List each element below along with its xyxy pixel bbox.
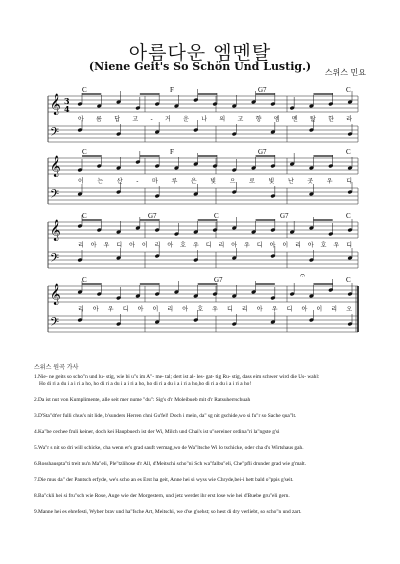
lyric-line: 리 아 우 디 아 이 리 아 호 우 디 리 아 우 디 아 이 리 오 <box>78 306 353 313</box>
verse-list <box>34 374 374 525</box>
music-system <box>48 271 358 332</box>
time-signature: 3 <box>64 96 70 106</box>
treble-staff <box>48 96 358 112</box>
song-title: 아름다운 엠멘탈 <box>128 42 272 64</box>
chord-symbol: C <box>346 276 351 284</box>
verse-item <box>34 445 374 452</box>
verse-line: 9.Manne hei es ehrefesti, Wyber brav und ha"fsche Art, Meitschi, we d'se g'sehst; so hest di dry verliebt, so scho"n und zart. <box>34 509 302 515</box>
song-subtitle: (Niene Geit's So Schön Und Lustig.) <box>88 60 312 73</box>
bass-staff <box>48 188 358 204</box>
verse-item <box>34 429 374 436</box>
treble-staff <box>48 158 358 174</box>
chord-symbol: G7 <box>280 212 289 220</box>
chord-symbol: F <box>170 86 174 94</box>
chord-symbol: C <box>82 148 87 156</box>
chord-symbol: C <box>82 276 87 284</box>
verse-line: 4.Ka"be cechee fruli keiner, doch kei Haupbuech ist der Wi, Milch und Chai's ist u"sereiner ordina"ri la"ngste g'si <box>34 429 280 435</box>
treble-clef-icon: 𝄞 <box>50 94 61 115</box>
verse-line: 3.D'Sta"dt'er fulli chus's nit lide, b'sunders Herren chni Gu'fel! Doch i mein, da" sg nit gschide,wo si fu"r so Sache qua"lt. <box>34 413 297 419</box>
verse-line: 6.Rosshauspta"ti treit nu'n Ma"eli, Ple"tzlihose d'r All, d'Meitschi scho"ni Sch wa"falbu"eli, Che"pfli drunder grad wie g'malt. <box>34 461 307 467</box>
chord-symbol: G7 <box>258 148 267 156</box>
bass-clef-icon: 𝄢 <box>50 126 60 142</box>
chord-symbol: C <box>214 212 219 220</box>
chord-symbol: G7 <box>148 212 157 220</box>
music-system <box>48 148 358 204</box>
lyric-line: 아 름 답 고 - 거 운 나 의 고 향 엠 멘 탈 한 라 <box>78 116 352 123</box>
treble-clef-icon: 𝄞 <box>50 156 61 177</box>
verse-line: 8.Ba"ckli hei si fru"sch wie Rose, Auge wie der Morgestern, und jetz werdet ihr erst lose wie hei d'Buebe gru"eli gern. <box>34 493 290 499</box>
chord-symbol: C <box>346 212 351 220</box>
treble-staff <box>48 222 358 238</box>
verse-item <box>34 374 374 388</box>
fermata-icon: 𝄐 <box>300 271 306 281</box>
verse-item <box>34 413 374 420</box>
time-signature: 4 <box>64 104 70 114</box>
verse-line: 7.Die mus da" der Pantsch erfyde, we's scho an es Erst ha geit, Anne hei si wyss wie Chryde,bei-i hett bald o"ppis g'seit. <box>34 477 294 483</box>
verse-refrain: Ho di ri a du i a i ri a ho, ho di ri a du i a i ri a ho, ho di ri a du i a i ri a ho,ho di ri a du i a i ri a ho! <box>39 381 252 387</box>
music-system <box>48 86 358 142</box>
chord-symbol: G7 <box>214 276 223 284</box>
chord-symbol: C <box>82 212 87 220</box>
verse-line: 5.Wa"r s nit so dri will schicke, cha wenn er's grad sauft vermag,wo de Wa"ltsche Wi lo tschicke, oder cha d's Wirtshaus gah. <box>34 445 304 451</box>
verse-item <box>34 493 374 500</box>
treble-clef-icon: 𝄞 <box>50 220 61 241</box>
chord-symbol: G7 <box>258 86 267 94</box>
bass-clef-icon: 𝄢 <box>50 252 60 268</box>
lyrics-heading: 스위스 원곡 가사 <box>34 364 79 371</box>
verse-item <box>34 461 374 468</box>
chord-symbol: C <box>82 86 87 94</box>
bass-clef-icon: 𝄢 <box>50 316 60 332</box>
lyric-line: 리 아 우 디 아 이 리 아 호 우 디 리 아 우 디 아 이 리 아 호 우 디 <box>78 242 352 249</box>
lyric-line: 이 는 산 - 마 루 은 빛 으 로 빛 난 곳 우 디 <box>78 178 352 185</box>
verse-item <box>34 477 374 484</box>
treble-clef-icon: 𝄞 <box>50 284 61 305</box>
music-system <box>48 212 358 268</box>
verse-line: 2.Da ist nut von Kumplimente, alle seit mer nume "du": Sig's d'r Moleibueb mit d'r Ratsuherrschuah <box>34 397 251 403</box>
verse-item <box>34 509 374 516</box>
song-origin: 스위스 민요 <box>324 68 366 77</box>
chord-symbol: C <box>346 86 351 94</box>
treble-staff <box>48 286 358 302</box>
chord-symbol: F <box>170 148 174 156</box>
bass-clef-icon: 𝄢 <box>50 188 60 204</box>
verse-item <box>34 397 374 404</box>
verse-line: 1.Nie- ne geits so scho"n und lu- stig, wie bi u"s im A"- me- tal; dert ist al- les- gat- tig Ru- stig, dass eim schwer wird die Us- wahl: <box>34 374 320 380</box>
chord-symbol: C <box>346 148 351 156</box>
